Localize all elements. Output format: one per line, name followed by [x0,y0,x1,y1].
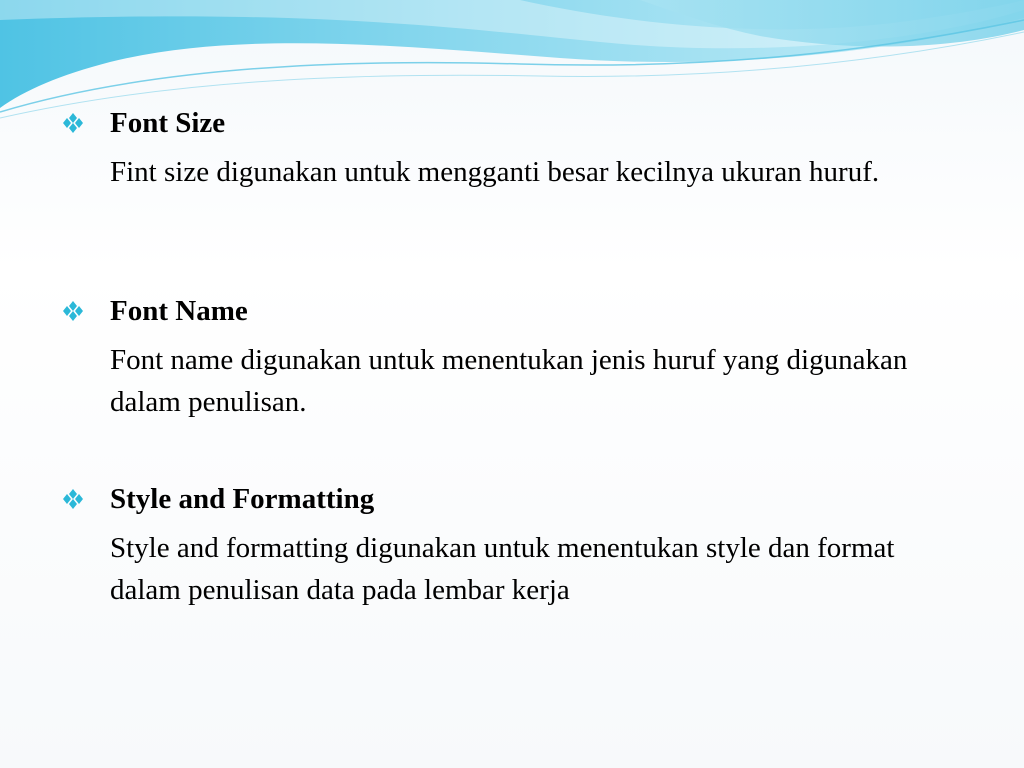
diamond-bullet-icon [60,300,86,322]
bullet-item-font-size [60,103,960,193]
diamond-bullet-icon [60,112,86,134]
bullet-item-style-and-formatting [60,479,960,611]
heading-row [60,291,960,331]
item-description: Style and formatting digunakan untuk menentukan style dan format dalam penulisan data pada lembar kerja [110,532,895,606]
diamond-bullet-icon [60,488,86,510]
item-heading: Style and Formatting [110,483,375,515]
item-description: Fint size digunakan untuk mengganti besar kecilnya ukuran huruf. [110,156,880,188]
bullet-item-font-name [60,291,960,423]
item-description: Font name digunakan untuk menentukan jenis huruf yang digunakan dalam penulisan. [110,344,908,418]
heading-row [60,103,960,143]
item-heading: Font Size [110,107,226,139]
heading-row [60,479,960,519]
item-heading: Font Name [110,295,248,327]
